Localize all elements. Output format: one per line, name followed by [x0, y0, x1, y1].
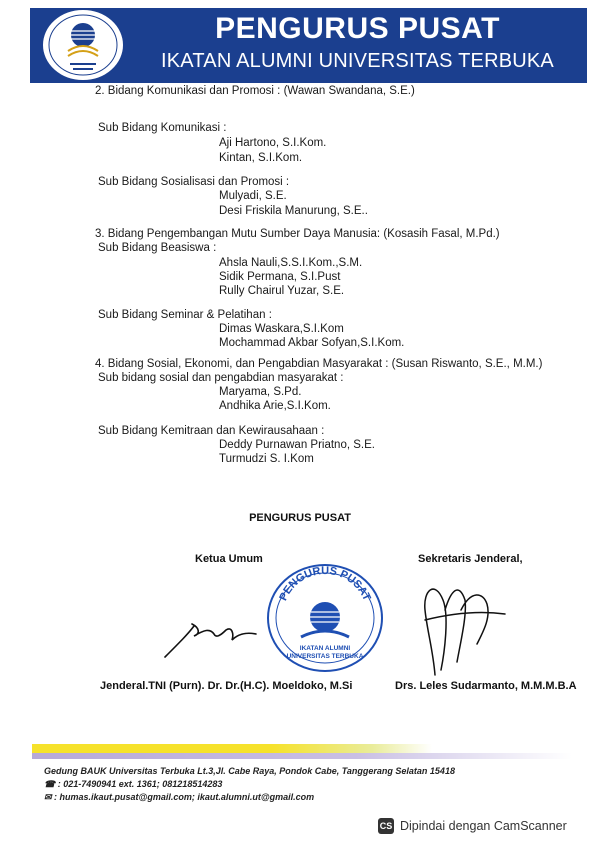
footer-phone: ☎ : 021-7490941 ext. 1361; 081218514283: [44, 779, 223, 789]
footer-yellow-stripe: [32, 744, 432, 753]
secretary-title: Sekretaris Jenderal,: [418, 553, 523, 565]
secretary-signature: [405, 570, 515, 680]
letterhead-subtitle: IKATAN ALUMNI UNIVERSITAS TERBUKA: [161, 50, 554, 72]
komunikasi-member: Kintan, S.I.Kom.: [219, 152, 303, 164]
sub-beasiswa-heading: Sub Bidang Beasiswa :: [98, 242, 217, 254]
chairman-title: Ketua Umum: [195, 553, 263, 565]
beasiswa-member: Ahsla Nauli,S.S.I.Kom.,S.M.: [219, 257, 363, 269]
sosialisasi-member: Desi Friskila Manurung, S.E..: [219, 205, 368, 217]
item-2-heading: 2. Bidang Komunikasi dan Promosi : (Wawan Swandana, S.E.): [95, 85, 415, 97]
komunikasi-member: Aji Hartono, S.I.Kom.: [219, 137, 327, 149]
sub-komunikasi-heading: Sub Bidang Komunikasi :: [98, 122, 227, 134]
sub-sosialisasi-heading: Sub Bidang Sosialisasi dan Promosi :: [98, 176, 290, 188]
stamp-line-2: UNIVERSITAS TERBUKA: [286, 653, 364, 660]
stamp-line-1: IKATAN ALUMNI: [299, 645, 351, 652]
footer-violet-stripe: [32, 753, 572, 759]
seminar-member: Mochammad Akbar Sofyan,S.I.Kom.: [219, 337, 405, 349]
chairman-signature: [160, 612, 260, 662]
organization-stamp: [265, 562, 385, 674]
chairman-name: Jenderal.TNI (Purn). Dr. Dr.(H.C). Moeldoko, M.Si: [100, 680, 353, 692]
beasiswa-member: Sidik Permana, S.I.Pust: [219, 271, 341, 283]
kemitraan-member: Turmudzi S. I.Kom: [219, 453, 314, 465]
footer-email: ✉ : humas.ikaut.pusat@gmail.com; ikaut.alumni.ut@gmail.com: [44, 792, 315, 802]
sub-sosial-heading: Sub bidang sosial dan pengabdian masyarakat :: [98, 372, 344, 384]
beasiswa-member: Rully Chairul Yuzar, S.E.: [219, 285, 345, 297]
kemitraan-member: Deddy Purnawan Priatno, S.E.: [219, 439, 375, 451]
sosial-member: Andhika Arie,S.I.Kom.: [219, 400, 331, 412]
sub-kemitraan-heading: Sub Bidang Kemitraan dan Kewirausahaan :: [98, 425, 325, 437]
letterhead-title: PENGURUS PUSAT: [215, 12, 500, 45]
signature-section-title: PENGURUS PUSAT: [249, 512, 351, 524]
item-3-heading: 3. Bidang Pengembangan Mutu Sumber Daya Manusia: (Kosasih Fasal, M.Pd.): [95, 228, 500, 240]
sub-seminar-heading: Sub Bidang Seminar & Pelatihan :: [98, 309, 272, 321]
footer-address: Gedung BAUK Universitas Terbuka Lt.3,Jl. Cabe Raya, Pondok Cabe, Tanggerang Selatan 15418: [44, 766, 455, 776]
stamp-top-text: PENGURUS PUSAT: [277, 564, 373, 603]
item-4-heading: 4. Bidang Sosial, Ekonomi, dan Pengabdian Masyarakat : (Susan Riswanto, S.E., M.M.): [95, 358, 543, 370]
camscanner-watermark: [378, 814, 567, 838]
camscanner-icon: CS: [378, 818, 394, 834]
sosialisasi-member: Mulyadi, S.E.: [219, 190, 287, 202]
seminar-member: Dimas Waskara,S.I.Kom: [219, 323, 344, 335]
sosial-member: Maryama, S.Pd.: [219, 386, 302, 398]
svg-text:PENGURUS PUSAT: [277, 565, 372, 603]
camscanner-text: Dipindai dengan CamScanner: [400, 819, 567, 833]
ikaut-logo: [40, 7, 126, 83]
secretary-name: Drs. Leles Sudarmanto, M.M.M.B.A: [395, 680, 577, 692]
